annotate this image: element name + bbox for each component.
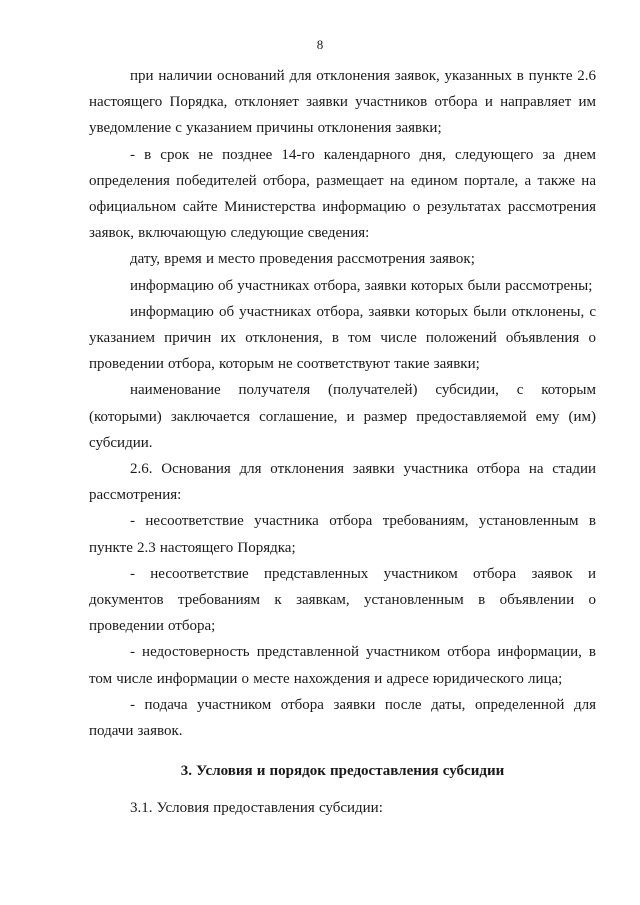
- paragraph-ground-unreliable-info: - недостоверность представленной участником отбора информации, в том числе информации о месте нахождения и адресе юридического лица;: [89, 644, 596, 687]
- paragraph-rejected-participants: информацию об участниках отбора, заявки которых были отклонены, с указанием причин их отклонения, в том числе положений объявления о проведении отбора, которым не соответствуют такие заявки;: [89, 303, 596, 373]
- paragraph-ground-requirements: - несоответствие участника отбора требованиям, установленным в пункте 2.3 настоящего Порядка;: [89, 513, 596, 556]
- section-heading: 3. Условия и порядок предоставления субсидии: [180, 763, 505, 780]
- paragraph-considered-participants: информацию об участниках отбора, заявки которых были рассмотрены;: [130, 277, 593, 294]
- page-number: 8: [316, 37, 324, 52]
- paragraph-ground-documents: - несоответствие представленных участником отбора заявок и документов требованиям к заявкам, установленным в объявлении о проведении отбора;: [89, 565, 596, 635]
- paragraph-recipients: наименование получателя (получателей) субсидии, с которым (которыми) заключается соглашение, и размер предоставляемой ему (им) субсидии.: [89, 382, 596, 451]
- paragraph-rejection-grounds: 2.6. Основания для отклонения заявки участника отбора на стадии рассмотрения:: [89, 461, 596, 504]
- paragraph-conditions: 3.1. Условия предоставления субсидии:: [130, 800, 383, 817]
- paragraph-rejection-notice: при наличии оснований для отклонения заявок, указанных в пункте 2.6 настоящего Порядка, отклоняет заявки участников отбора и направляет им уведомление с указанием причины отклонения заявки;: [89, 68, 596, 137]
- document-body: [89, 63, 596, 822]
- paragraph-ground-late-submission: - подача участником отбора заявки после даты, определенной для подачи заявок.: [89, 696, 596, 740]
- paragraph-results-publication: - в срок не позднее 14-го календарного дня, следующего за днем определения победителей отбора, размещает на едином портале, а также на официальном сайте Министерства информацию о результатах рассмотрения заявок, включающую следующие сведения:: [89, 146, 596, 242]
- paragraph-date-time-place: дату, время и место проведения рассмотрения заявок;: [130, 251, 475, 268]
